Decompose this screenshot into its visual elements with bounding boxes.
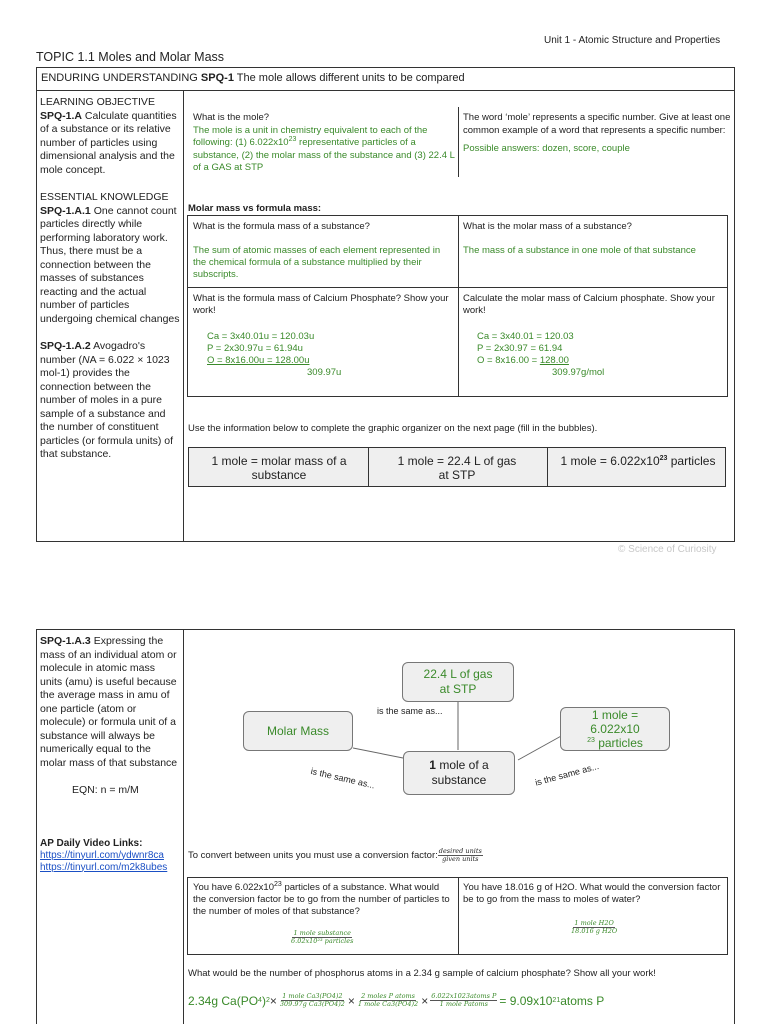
particles-answer: $\frac{\text{1 mole substance}}{\text{6.02x10²³ particles}}$ [291,929,354,946]
video-link-2[interactable]: https://tinyurl.com/m2k8ubes [40,861,168,873]
learning-objective [40,96,180,462]
equiv-molar: 1 mole = molar mass of a substance [211,454,347,482]
same-as-right: is the same as... [534,761,600,788]
convert-text: To convert between units you must use a conversion factor: $\frac{\text{desired units}}{\text{given units}}$ [188,847,482,864]
video-link-1[interactable]: https://tinyurl.com/ydwnr8ca [40,849,164,861]
equiv-particles: 1 mole = $6.022x10^{23}$ particles [560,454,716,468]
use-info-text: Use the information below to complete the graphic organizer on the next page (fill in the bubbles). [188,423,598,434]
eqn: EQN: n = m/M [72,784,139,796]
word-question: The word ‘mole’ represents a specific number. Give at least one common example of a word that represents a specific number: Possible answers: dozen, score, couple [463,112,731,154]
same-as-top: is the same as... [377,706,443,716]
conversion-factor: $\frac{\text{desired units}}{\text{given units}}$ [438,847,482,864]
mole-divider [458,107,459,177]
lo-text: SPQ-1.A Calculate quantities of a substance or its relative number of particles using dimensional analysis and the mole concept. [40,109,177,176]
water-answer: $\frac{\text{1 mole H2O}}{\text{18.016 g H2O}}$ [571,919,618,936]
bubble-molar-mass: Molar Mass [243,711,353,751]
formula-mass-work-cell: What is the formula mass of Calcium Phosphate? Show your work! Ca = 3x40.01u = 120.03u P = 2x30.97u = 61.94u O = 8x16.00u = 128.00u 309.97u [193,293,449,378]
phosphorus-question: What would be the number of phosphorus atoms in a 2.34 g sample of calcium phosphate? Show all your work! [188,968,656,979]
water-question: You have 18.016 g of H2O. What would the conversion factor be to go from the mass to moles of water? [463,882,721,905]
same-as-left: is the same as... [309,766,376,791]
column-divider [183,90,184,542]
bubble-particles: 1 mole = 6.022x10 $^{23}$ particles [560,707,670,751]
unit-title: Unit 1 - Atomic Structure and Properties [544,35,721,46]
equiv-div2 [547,447,548,487]
copyright: © Science of Curiosity [618,544,717,555]
essential-knowledge-3: SPQ-1.A.3 Expressing the mass of an individual atom or molecule in atomic mass units (amu) is useful because the average mass in amu of one particle (atom or molecule) or formula unit of a substance will always be numerically equal to the molar mass of that substance EQN: n = m/M AP Daily Video Links: https://tinyurl.com/ydwnr8ca https://tinyurl.com/m2k8ubes [40,635,180,874]
molar-heading: Molar mass vs formula mass: [188,203,322,214]
phosphorus-calculation: 2.34g Ca (PO 4 ) 2 × $\frac{\text{1 mole Ca3(PO4)2}}{\text{309.97g Ca3(PO4)2}}$ × $\frac{\text{2 moles P atoms}}{\text{1 mole Ca3(PO4)2}}$ × $\frac{\text{6.022x1023atoms P}}{\text{1 mole Patoms}}$ = 9.09x10 21 atoms P [188,992,605,1009]
equiv-gas: 1 mole = 22.4 L of gas at STP [397,454,517,482]
molar-grid-hdiv [187,287,728,288]
bubble-center: 1 mole of a substance [403,751,515,795]
word-answer: Possible answers: dozen, score, couple [463,143,630,154]
molar-grid-vdiv [458,215,459,397]
lo-heading: LEARNING OBJECTIVE [40,96,155,108]
conversion-grid-div [458,877,459,955]
molar-mass-work-cell: Calculate the molar mass of Calcium phosphate. Show your work! Ca = 3x40.01 = 120.03 P = 2x30.97 = 61.94 O = 8x16.00 = 128.00 309.97g/mol [463,293,715,378]
enduring-understanding: ENDURING UNDERSTANDING SPQ-1 The mole allows different units to be compared [41,72,465,84]
enduring-row-divider [36,90,735,91]
essential-knowledge: ESSENTIAL KNOWLEDGE SPQ-1.A.1 One cannot count particles directly while performing laboratory work. Thus, there must be a connection between the masses of substances reacting and the actual number of particles undergoing chemical changes [40,191,180,325]
essential-knowledge-2: SPQ-1.A.2 Avogadro's number (NA = 6.022 × 1023 mol-1) provides the connection between the number of moles in a pure sample of a substance and the number of constituent particles (or formula units) of that substance. [40,340,174,460]
molar-mass-cell: What is the molar mass of a substance? The mass of a substance in one mole of that substance [463,221,696,256]
particles-question: You have $6.022x10^{23}$ particles of a substance. What would the conversion factor be to go from the number of particles to the number of moles of that substance? [193,880,450,917]
video-heading: AP Daily Video Links: [40,837,143,849]
mole-answer: The mole is a unit in chemistry equivalent to each of the following: (1) $6.022x10^{23}$ representative particles of a substance, (2) the molar mass of the substance and (3) 22.4 L of a GAS at STP [193,124,455,173]
bubble-gas: 22.4 L of gas at STP [402,662,514,702]
formula-mass-cell: What is the formula mass of a substance? The sum of atomic masses of each element represented in the chemical formula of a substance multiplied by their subscripts. [193,221,441,280]
equiv-div1 [368,447,369,487]
mole-question: What is the mole? The mole is a unit in chemistry equivalent to each of the following: (1) $6.022x10^{23}$ representative particles of a substance, (2) the molar mass of the substance and (3) 22.4 L of a GAS at STP [193,112,455,173]
topic-title: TOPIC 1.1 Moles and Molar Mass [36,50,225,64]
